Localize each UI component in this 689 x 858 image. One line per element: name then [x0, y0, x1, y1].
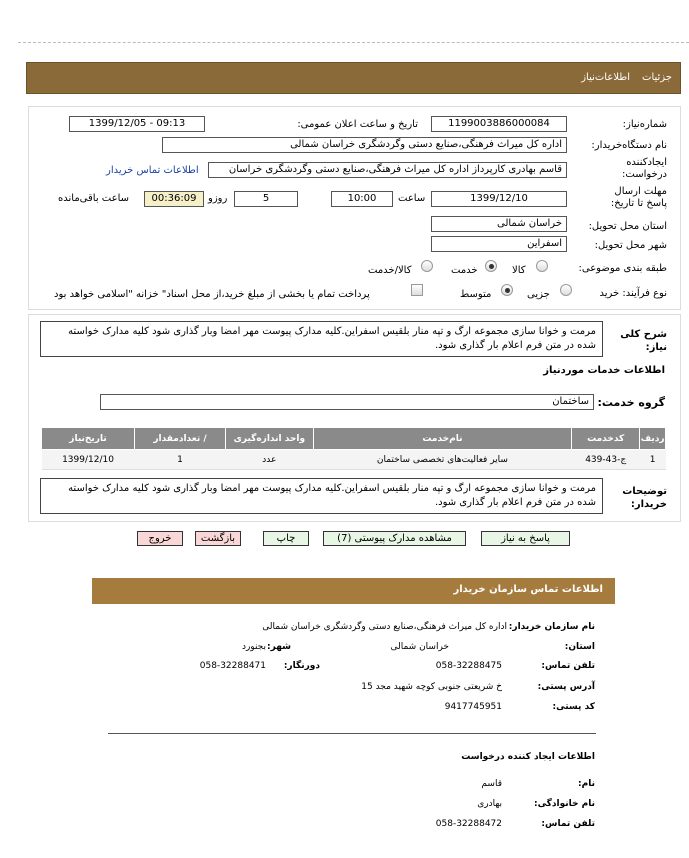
process-medium-label: متوسط — [460, 289, 492, 300]
top-divider — [18, 42, 689, 43]
description-label: شرح کلی نیاز: — [620, 329, 667, 353]
contact-section-header — [92, 578, 615, 604]
buyer-contact-link[interactable]: اطلاعات تماس خریدار — [106, 165, 199, 176]
col-service-name: نام‌خدمت — [313, 428, 571, 450]
buyer-label: نام دستگاه‌خریدار: — [591, 140, 667, 151]
contact-section-title: اطلاعات تماس سازمان خریدار — [453, 584, 603, 595]
fax-value: 058-32288471 — [199, 661, 266, 671]
view-attachments-button[interactable]: مشاهده مدارک پیوستی (7) — [323, 531, 466, 546]
category-both-label: کالا/خدمت — [368, 265, 412, 276]
postal-code-label: کد پستی: — [552, 702, 595, 712]
need-number-label: شماره‌نیاز: — [622, 119, 667, 130]
creator-section-title: اطلاعات ایجاد کننده درخواست — [461, 752, 595, 762]
description-text: مرمت و خوانا سازی مجموعه ارگ و تپه منار بلقیس اسفراین.کلیه مدارک پیوست مهر امضا وبار گذاری شود کلیه مدارک خواسته شده در متن فرم اعلام بار گذاری شود. — [40, 321, 603, 357]
address-label: آدرس پستی: — [537, 682, 595, 692]
announce-field[interactable]: 1399/12/05 - 09:13 — [69, 116, 205, 132]
creator-label: ایجادکننده درخواست: — [622, 157, 667, 180]
tab-need-info[interactable]: اطلاعات‌نیاز — [581, 72, 631, 83]
cell-service-code: ج-43-439 — [572, 450, 640, 470]
deadline-date-field[interactable]: 1399/12/10 — [431, 191, 567, 207]
org-label: نام سازمان خریدار: — [508, 622, 595, 632]
cell-quantity: 1 — [135, 450, 226, 470]
services-section-title: اطلاعات خدمات موردنیاز — [543, 365, 665, 376]
days-label: روزو — [208, 193, 228, 204]
creator-field[interactable]: قاسم بهادری کارپرداز اداره کل میراث فرهنگی،صنایع دستی وگردشگری خراسان — [208, 162, 567, 178]
col-quantity: / تعدادمقدار — [135, 428, 226, 450]
process-type-label: نوع فرآیند: خرید — [599, 288, 667, 299]
org-value: اداره کل میراث فرهنگی،صنایع دستی وگردشگری خراسان شمالی — [262, 622, 507, 632]
city-field[interactable]: اسفراین — [431, 236, 567, 252]
process-partial-label: جزیی — [527, 289, 550, 300]
category-service-label: خدمت — [451, 265, 478, 276]
buyer-field[interactable]: اداره کل میراث فرهنگی،صنایع دستی وگردشگری خراسان شمالی — [162, 137, 567, 153]
fax-label: دورنگار: — [283, 661, 320, 671]
service-group-label: گروه خدمت: — [597, 396, 665, 409]
reply-button[interactable]: پاسخ به نیاز — [481, 531, 570, 546]
exit-button[interactable]: خروج — [137, 531, 183, 546]
tab-details[interactable]: جزئیات — [642, 72, 672, 83]
process-medium-radio[interactable] — [501, 284, 513, 296]
announce-label: تاریخ و ساعت اعلان عمومی: — [297, 119, 418, 130]
creator-phone-value: 058-32288472 — [435, 819, 502, 829]
province-field[interactable]: خراسان شمالی — [431, 216, 567, 232]
category-goods-label: کالا — [512, 265, 526, 276]
buyer-notes-label: توضیحات خریدار: — [622, 486, 667, 510]
contact-phone-label: تلفن تماس: — [541, 661, 595, 671]
services-table-header — [42, 428, 666, 450]
creator-name-label: نام: — [578, 779, 595, 789]
need-number-field[interactable]: 1199003886000084 — [431, 116, 567, 132]
contact-city-value: بجنورد — [241, 642, 266, 652]
contact-city-label: شهر: — [267, 642, 291, 652]
col-unit: واحد اندازه‌گیری — [225, 428, 313, 450]
contact-phone-value: 058-32288475 — [435, 661, 502, 671]
cell-service-name: سایر فعالیت‌های تخصصی ساختمان — [313, 450, 571, 470]
contact-province-value: خراسان شمالی — [390, 642, 449, 652]
back-button[interactable]: بازگشت — [195, 531, 241, 546]
services-table — [41, 427, 666, 470]
col-row: ردیف — [640, 428, 666, 450]
category-service-radio[interactable] — [485, 260, 497, 272]
city-label: شهر محل تحویل: — [594, 240, 667, 251]
creator-family-label: نام خانوادگی: — [533, 799, 595, 809]
print-button[interactable]: چاپ — [263, 531, 309, 546]
deadline-time-label: ساعت — [398, 193, 426, 204]
service-group-field[interactable]: ساختمان — [100, 394, 594, 410]
creator-name-value: قاسم — [481, 779, 502, 789]
col-need-date: تاریخ‌نیاز — [42, 428, 135, 450]
creator-family-value: بهادری — [477, 799, 502, 809]
process-partial-radio[interactable] — [560, 284, 572, 296]
deadline-time-field[interactable]: 10:00 — [331, 191, 393, 207]
province-label: استان محل تحویل: — [588, 221, 667, 232]
remaining-time-field: 00:36:09 — [144, 191, 204, 207]
cell-row: 1 — [640, 450, 666, 470]
category-goods-radio[interactable] — [536, 260, 548, 272]
cell-need-date: 1399/12/10 — [42, 450, 135, 470]
treasury-payment-checkbox[interactable] — [411, 284, 423, 296]
days-field[interactable]: 5 — [234, 191, 298, 207]
category-label: طبقه بندی موضوعی: — [578, 263, 667, 274]
creator-phone-label: تلفن تماس: — [541, 819, 595, 829]
postal-code-value: 9417745951 — [444, 702, 502, 712]
remaining-label: ساعت باقی‌مانده — [58, 193, 130, 204]
table-row — [42, 450, 666, 470]
cell-unit: عدد — [225, 450, 313, 470]
buyer-notes-text: مرمت و خوانا سازی مجموعه ارگ و تپه منار بلقیس اسفراین.کلیه مدارک پیوست مهر امضا وبار گذاری شود کلیه مدارک خواسته شده در متن فرم اعلام بار گذاری شود. — [40, 478, 603, 514]
deadline-label: مهلت ارسال پاسخ تا تاریخ: — [610, 186, 667, 209]
contact-divider — [108, 733, 596, 734]
category-both-radio[interactable] — [421, 260, 433, 272]
page-header — [26, 62, 681, 94]
treasury-payment-note: پرداخت تمام یا بخشی از مبلغ خرید،از محل اسناد" خزانه "اسلامی خواهد بود — [54, 289, 370, 300]
contact-province-label: استان: — [564, 642, 595, 652]
col-service-code: کدخدمت — [572, 428, 640, 450]
address-value: خ شریعتی جنوبی کوچه شهید مجد 15 — [361, 682, 502, 692]
